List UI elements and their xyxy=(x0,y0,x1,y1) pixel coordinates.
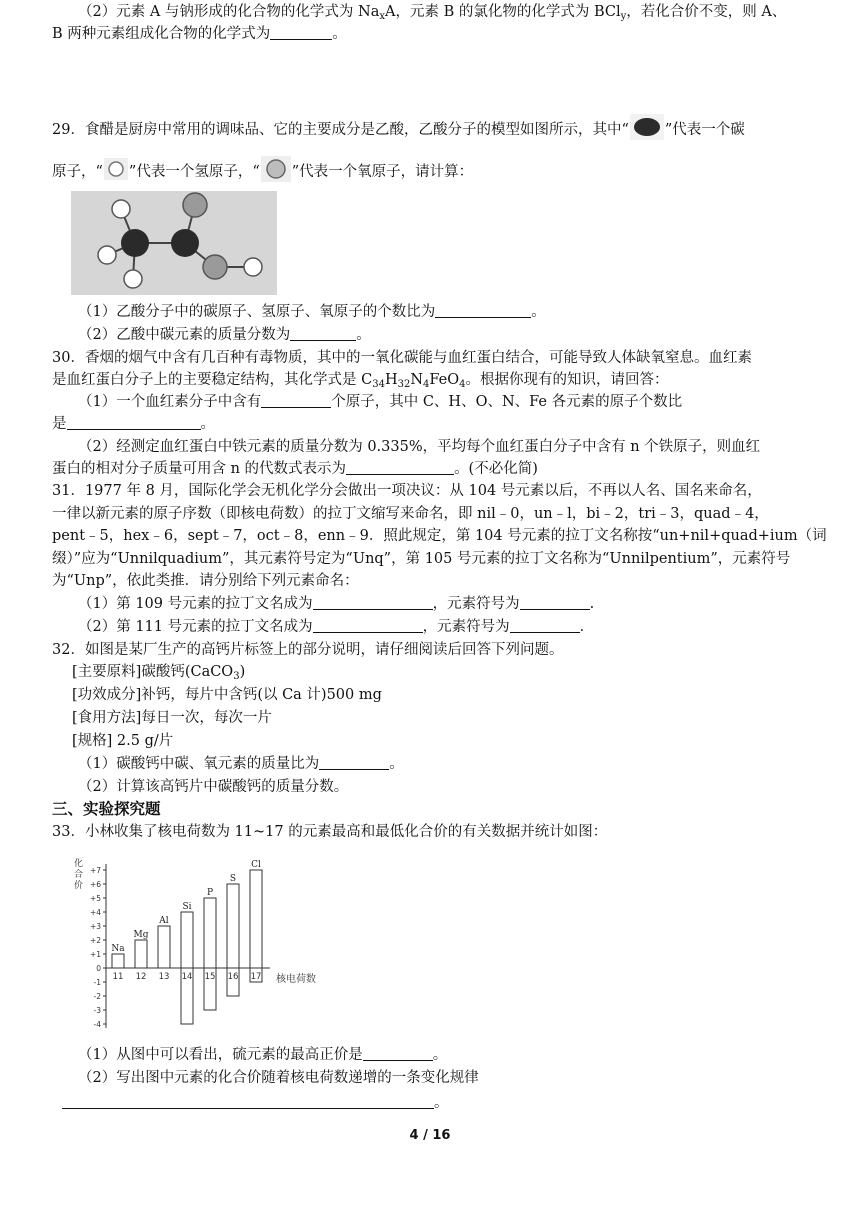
q30-part1-line2: 是 。 xyxy=(52,416,215,432)
q31-text-line3: pent﹣5，hex﹣6，sept﹣7，oct﹣8，enn﹣9．照此规定，第 104 号元素的拉丁文名称按“un+nil+quad+ium（词 xyxy=(52,528,827,544)
q29-part2: （2）乙酸中碳元素的质量分数为 。 xyxy=(78,327,371,343)
bar-highest-Si xyxy=(181,912,193,968)
label-main-ingredient: [主要原料]碳酸钙(CaCO$_3$) xyxy=(72,664,246,682)
y-tick-label: 0 xyxy=(96,964,101,973)
x-tick-label: 15 xyxy=(204,972,216,982)
q33-intro: 33．小林收集了核电荷数为 11~17 的元素最高和最低化合价的有关数据并统计如图： xyxy=(52,824,608,840)
y-tick-label: +4 xyxy=(89,908,101,917)
answer-blank[interactable] xyxy=(261,392,331,408)
element-label-Na: Na xyxy=(111,944,125,954)
section-heading: 三、实验探究题 xyxy=(52,800,161,818)
y-tick-label: +2 xyxy=(89,936,101,945)
x-tick-label: 12 xyxy=(135,972,147,982)
x-tick-label: 11 xyxy=(112,972,124,982)
element-label-Si: Si xyxy=(182,902,192,912)
y-tick-label: +5 xyxy=(89,894,101,903)
y-axis-label: 化合价 xyxy=(74,859,84,891)
y-tick-label: -3 xyxy=(93,1006,101,1015)
answer-blank[interactable] xyxy=(313,594,433,610)
answer-blank[interactable] xyxy=(290,325,356,341)
element-label-P: P xyxy=(206,888,214,898)
q31-text-line5: 为“Unp”，依此类推．请分别给下列元素命名： xyxy=(52,573,359,589)
bar-highest-Mg xyxy=(135,940,147,968)
answer-blank[interactable] xyxy=(319,754,389,770)
answer-blank[interactable] xyxy=(510,617,580,633)
page-number: 4 / 16 xyxy=(409,1128,451,1143)
q28-part2-line2: B 两种元素组成化合物的化学式为 。 xyxy=(52,26,347,42)
x-tick-label: 16 xyxy=(227,972,239,982)
q31-part1: （1）第 109 号元素的拉丁文名成为 ，元素符号为 . xyxy=(78,596,595,612)
q31-part2: （2）第 111 号元素的拉丁文名成为 ，元素符号为 ． xyxy=(78,619,595,635)
y-tick-label: +7 xyxy=(89,866,101,875)
y-tick-label: -1 xyxy=(93,978,101,987)
q30-intro-line1: 30．香烟的烟气中含有几百种有毒物质，其中的一氧化碳能与血红蛋白结合，可能导致人体缺氧窒息。血红素 xyxy=(52,350,752,366)
q33-part2: （2）写出图中元素的化合价随着核电荷数递增的一条变化规律 xyxy=(78,1070,479,1086)
q28-part2-line1: （2）元素 A 与钠形成的化合物的化学式为 $Na_xA$，元素 B 的氯化物的化学式为 BCl$_y$，若化合价不变，则 A、 xyxy=(78,4,787,22)
answer-blank[interactable] xyxy=(520,594,590,610)
bar-highest-Na xyxy=(112,954,124,968)
answer-blank[interactable] xyxy=(62,1093,434,1109)
q31-text-line1: 31．1977 年 8 月，国际化学会无机化学分会做出一项决议：从 104 号元素以后，不再以人名、国名来命名， xyxy=(52,483,762,499)
label-usage: [食用方法]每日一次，每次一片 xyxy=(72,710,272,726)
x-axis-label: 核电荷数 xyxy=(276,974,316,985)
y-tick-label: +1 xyxy=(89,950,101,959)
q30-part2-line1: （2）经测定血红蛋白中铁元素的质量分数为 0.335%，平均每个血红蛋白分子中含有 n 个铁原子，则血红 xyxy=(78,439,761,455)
q30-part1-line1: （1）一个血红素分子中含有 个原子，其中 C、H、O、N、Fe 各元素的原子个数比 xyxy=(78,394,683,410)
carbon-atom-icon xyxy=(629,113,665,147)
oxygen-atom-icon xyxy=(260,155,292,189)
bar-highest-S xyxy=(227,884,239,968)
q31-text-line2: 一律以新元素的原子序数（即核电荷数）的拉丁文缩写来命名，即 nil﹣0，un﹣l，bi﹣2，tri﹣3，quad﹣4， xyxy=(52,506,769,522)
answer-blank[interactable] xyxy=(67,414,201,430)
q32-intro: 32．如图是某厂生产的高钙片标签上的部分说明，请仔细阅读后回答下列问题。 xyxy=(52,642,564,658)
answer-blank[interactable] xyxy=(435,302,531,318)
answer-blank[interactable] xyxy=(313,617,423,633)
element-label-Al: Al xyxy=(159,916,169,926)
bar-highest-P xyxy=(204,898,216,968)
hydrogen-atom-icon xyxy=(103,157,129,187)
bar-highest-Al xyxy=(158,926,170,968)
y-tick-label: -2 xyxy=(93,992,101,1001)
q33-part1: （1）从图中可以看出，硫元素的最高正价是 。 xyxy=(78,1047,448,1063)
answer-blank[interactable] xyxy=(346,459,454,475)
element-label-S: S xyxy=(229,874,237,884)
bar-highest-Cl xyxy=(250,870,262,968)
q29-part1: （1）乙酸分子中的碳原子、氢原子、氧原子的个数比为 。 xyxy=(78,304,546,320)
y-tick-label: +3 xyxy=(89,922,101,931)
answer-blank[interactable] xyxy=(270,24,332,40)
x-tick-label: 13 xyxy=(158,972,170,982)
q33-part2-answer: 。 xyxy=(62,1093,812,1113)
label-spec: [规格] 2.5 g/片 xyxy=(72,733,174,749)
q30-part2-line2: 蛋白的相对分子质量可用含 n 的代数式表示为 。(不必化简) xyxy=(52,461,538,477)
q30-intro-line2: 是血红蛋白分子上的主要稳定结构，其化学式是 $C_{34}H_{32}N_4FeO_4$。根据你现有的知识，请回答： xyxy=(52,372,669,390)
q31-text-line4: 缀）”应为“Unnilquadium”，其元素符号定为“Unq”，第 105 号元素的拉丁文名称为“Unnilpentium”，元素符号 xyxy=(52,551,791,567)
q29-intro-line1: 29．食醋是厨房中常用的调味品、它的主要成分是乙酸，乙酸分子的模型如图所示，其中“ ”代表一个碳 xyxy=(52,113,812,147)
element-label-Mg: Mg xyxy=(133,930,149,940)
y-tick-label: -4 xyxy=(93,1020,101,1029)
q32-part2: （2）计算该高钙片中碳酸钙的质量分数。 xyxy=(78,779,349,795)
q29-intro-line2: 原子，“ ”代表一个氢原子，“ ”代表一个氧原子，请计算： xyxy=(52,155,812,189)
acetic-acid-model-image xyxy=(71,191,277,295)
answer-blank[interactable] xyxy=(363,1045,433,1061)
y-tick-label: +6 xyxy=(89,880,101,889)
x-tick-label: 17 xyxy=(250,972,262,982)
valence-bar-chart xyxy=(64,852,324,1036)
q32-part1: （1）碳酸钙中碳、氧元素的质量比为 。 xyxy=(78,756,404,772)
x-tick-label: 14 xyxy=(181,972,193,982)
element-label-Cl: Cl xyxy=(251,860,261,870)
label-effective-component: [功效成分]补钙，每片中含钙(以 Ca 计)500 mg xyxy=(72,687,382,703)
